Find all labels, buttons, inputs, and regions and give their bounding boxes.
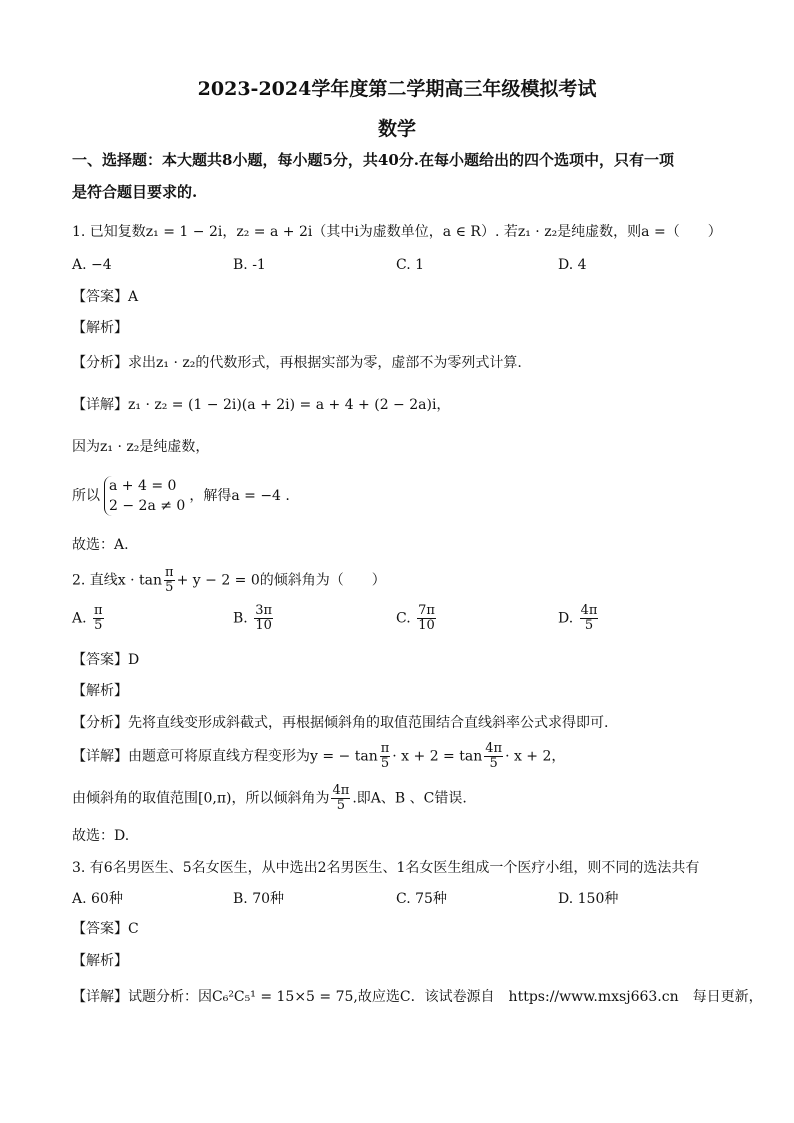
q2-range: [72, 784, 734, 820]
q2-stem-fraction: [164, 566, 175, 595]
q1-option-b: B. -1: [233, 257, 266, 273]
q1-system-line: [72, 476, 734, 520]
q2-stem-prefix: 2. 直线x · tan: [72, 572, 163, 589]
frac-num: π: [94, 603, 103, 618]
q2-option-a: [72, 604, 106, 633]
q3-option-c: C. 75种: [396, 891, 447, 907]
q2-stem: [72, 566, 734, 602]
q3-option-a: A. 60种: [72, 891, 123, 907]
option-fraction: [417, 604, 436, 633]
q2-analysis-label: 【解析】: [72, 683, 128, 699]
q3-option-b: B. 70种: [233, 891, 285, 907]
q1-fenxi: 【分析】求出z₁ · z₂的代数形式，再根据实部为零，虚部不为零列式计算.: [72, 355, 522, 371]
q2-stem-suffix: + y − 2 = 0的倾斜角为（ ）: [176, 572, 386, 589]
frac-num: 4π: [332, 783, 350, 798]
q1-sys-eq1: a + 4 = 0: [109, 478, 177, 494]
frac-num: π: [165, 565, 174, 580]
section-intro-line1: 一、选择题：本大题共8小题，每小题5分，共40分.在每小题给出的四个选项中，只有一项: [72, 151, 674, 169]
option-fraction: [254, 604, 273, 633]
q2-fenxi: 【分析】先将直线变形成斜截式，再根据倾斜角的取值范围结合直线斜率公式求得即可.: [72, 715, 609, 731]
q3-stem: 3. 有6名男医生、5名女医生，从中选出2名男医生、1名女医生组成一个医疗小组，则不同的选法共有: [72, 860, 700, 876]
q2-answer: 【答案】D: [72, 652, 140, 668]
section-intro-line2: 是符合题目要求的.: [72, 183, 198, 201]
option-fraction: [580, 604, 599, 633]
q3-detail: 【详解】试题分析：因C₆²C₅¹ = 15×5 = 75,故应选C．该试卷源自 https://www.mxsj663.cn 每日更新，: [72, 989, 763, 1005]
option-label: D.: [558, 610, 574, 627]
q2-detail-frac2: [484, 742, 503, 771]
q3-answer: 【答案】C: [72, 921, 139, 937]
option-label: C.: [396, 610, 411, 627]
q2-option-c: [396, 604, 438, 633]
q1-sys-eq2: 2 − 2a ≠ 0: [109, 498, 186, 514]
q2-detail-frac1: [380, 742, 391, 771]
frac-num: π: [380, 741, 390, 756]
exam-title: 2023-2024学年度第二学期高三年级模拟考试: [197, 78, 597, 100]
frac-den: 5: [489, 756, 498, 771]
frac-den: 5: [165, 580, 174, 595]
q1-option-a: A. −4: [72, 257, 112, 273]
frac-den: 5: [584, 618, 594, 633]
frac-den: 10: [418, 618, 435, 633]
q1-so-prefix: 所以: [72, 488, 100, 504]
option-label: B.: [233, 610, 248, 627]
frac-num: 3π: [255, 603, 273, 618]
frac-num: 4π: [580, 603, 598, 618]
q2-detail-mid: · x + 2 = tan: [392, 748, 483, 765]
q3-analysis-label: 【解析】: [72, 953, 128, 969]
q2-option-b: [233, 604, 275, 633]
q1-equation-system: [104, 476, 185, 516]
q1-answer: 【答案】A: [72, 289, 139, 305]
q1-option-c: C. 1: [396, 257, 425, 273]
q2-detail-prefix: 【详解】由题意可将原直线方程变形为y = − tan: [72, 748, 378, 765]
q1-analysis-label: 【解析】: [72, 320, 128, 336]
subject-title: 数学: [377, 118, 416, 140]
frac-den: 10: [255, 618, 272, 633]
frac-num: 4π: [485, 741, 503, 756]
q3-option-d: D. 150种: [558, 891, 619, 907]
q1-choose: 故选：A.: [72, 537, 129, 553]
option-fraction: [93, 604, 104, 633]
q1-because: 因为z₁ · z₂是纯虚数，: [72, 439, 210, 455]
q2-range-suffix: .即A、B 、C错误.: [352, 790, 467, 807]
option-label: A.: [72, 610, 87, 627]
frac-den: 5: [336, 798, 346, 813]
q2-choose: 故选：D.: [72, 828, 130, 844]
q2-detail-suffix: · x + 2，: [505, 748, 566, 765]
q1-option-d: D. 4: [558, 257, 587, 273]
q2-range-prefix: 由倾斜角的取值范围[0,π)，所以倾斜角为: [72, 790, 330, 807]
q2-option-d: [558, 604, 600, 633]
frac-den: 5: [94, 618, 103, 633]
q2-range-frac: [331, 784, 350, 813]
frac-num: 7π: [418, 603, 435, 618]
q1-so-suffix: ，解得a = −4 .: [189, 488, 290, 504]
q1-detail: 【详解】z₁ · z₂ = (1 − 2i)(a + 2i) = a + 4 + (2 − 2a)i，: [72, 397, 451, 413]
q1-stem: 1. 已知复数z₁ = 1 − 2i，z₂ = a + 2i（其中i为虚数单位，a ∈ R）. 若z₁ · z₂是纯虚数，则a =（ ）: [72, 224, 722, 240]
frac-den: 5: [380, 756, 390, 771]
q2-detail: [72, 742, 734, 778]
